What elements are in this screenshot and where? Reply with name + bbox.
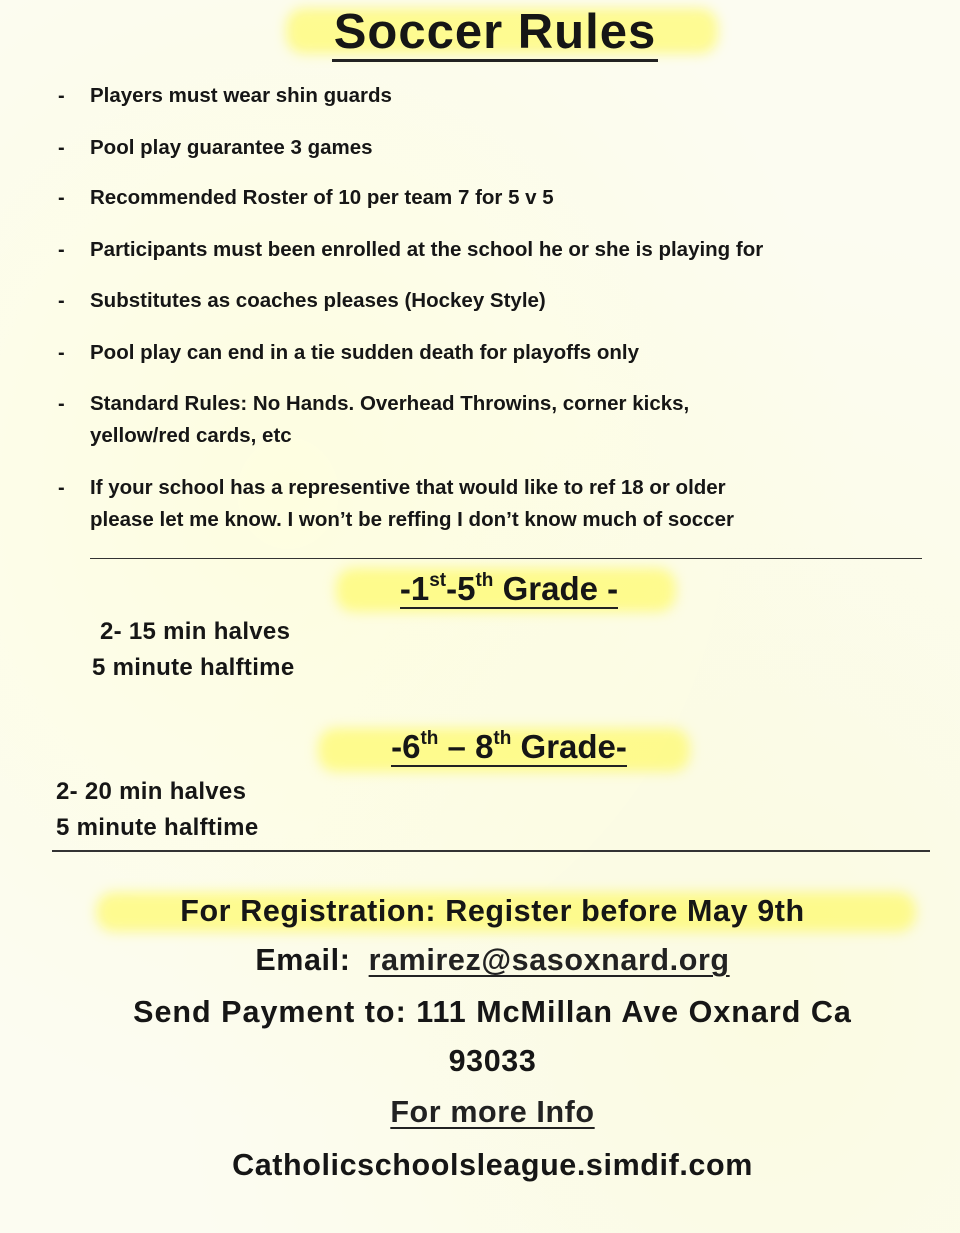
website-link[interactable]: Catholicschoolsleague.simdif.com [232, 1148, 753, 1182]
rule-text-line-2: yellow/red cards, etc [90, 424, 292, 447]
bullet-dash: - [58, 187, 65, 209]
bullet-dash: - [58, 342, 65, 364]
rule-item [58, 337, 938, 369]
email-line [0, 943, 960, 978]
grade-1-5-heading: -1st-5th Grade - [399, 570, 619, 607]
rule-item [58, 182, 938, 214]
rule-item [58, 285, 938, 317]
page-title: Soccer Rules [0, 4, 960, 60]
rule-text: Participants must been enrolled at the school he or she is playing for [90, 238, 764, 261]
halves-text: 2- 20 min halves [56, 778, 247, 805]
rule-text-line-2: please let me know. I won’t be reffing I don’t know much of soccer [90, 508, 734, 531]
section-divider [52, 850, 930, 852]
bullet-dash: - [58, 137, 65, 159]
bullet-dash: - [58, 290, 65, 312]
bullet-dash: - [58, 477, 65, 499]
bullet-dash: - [58, 85, 65, 107]
bullet-dash: - [58, 393, 65, 415]
rule-item [58, 234, 938, 266]
payment-address-line-2: 93033 [448, 1044, 537, 1078]
bullet-dash: - [58, 239, 65, 261]
rule-item [58, 472, 938, 536]
rule-text: Players must wear shin guards [90, 84, 392, 107]
rule-text: Pool play can end in a tie sudden death for playoffs only [90, 341, 640, 364]
rule-text: Pool play guarantee 3 games [90, 136, 373, 159]
rule-text-line-1: Standard Rules: No Hands. Overhead Throwins, corner kicks, [90, 392, 690, 415]
rule-item [58, 80, 938, 112]
payment-address-line-1: Send Payment to: 111 McMillan Ave Oxnard Ca [133, 995, 852, 1029]
more-info-heading: For more Info [390, 1095, 595, 1129]
grade-1-5-details [92, 614, 294, 686]
registration-deadline: For Registration: Register before May 9th [180, 894, 805, 928]
halftime-text: 5 minute halftime [56, 814, 259, 841]
rule-item [58, 388, 938, 452]
halftime-text: 5 minute halftime [92, 654, 295, 681]
email-link[interactable]: ramirez@sasoxnard.org [368, 943, 730, 977]
email-label: Email: [255, 943, 351, 977]
grade-6-8-details [56, 774, 258, 846]
rule-text: Recommended Roster of 10 per team 7 for 5 v 5 [90, 186, 554, 209]
rule-text: Substitutes as coaches pleases (Hockey Style) [90, 289, 546, 312]
section-divider [90, 558, 922, 559]
rule-item [58, 132, 938, 164]
halves-text: 2- 15 min halves [100, 618, 291, 645]
grade-6-8-heading: -6th – 8th Grade- [391, 728, 627, 765]
rule-text-line-1: If your school has a representive that would like to ref 18 or older [90, 476, 726, 499]
